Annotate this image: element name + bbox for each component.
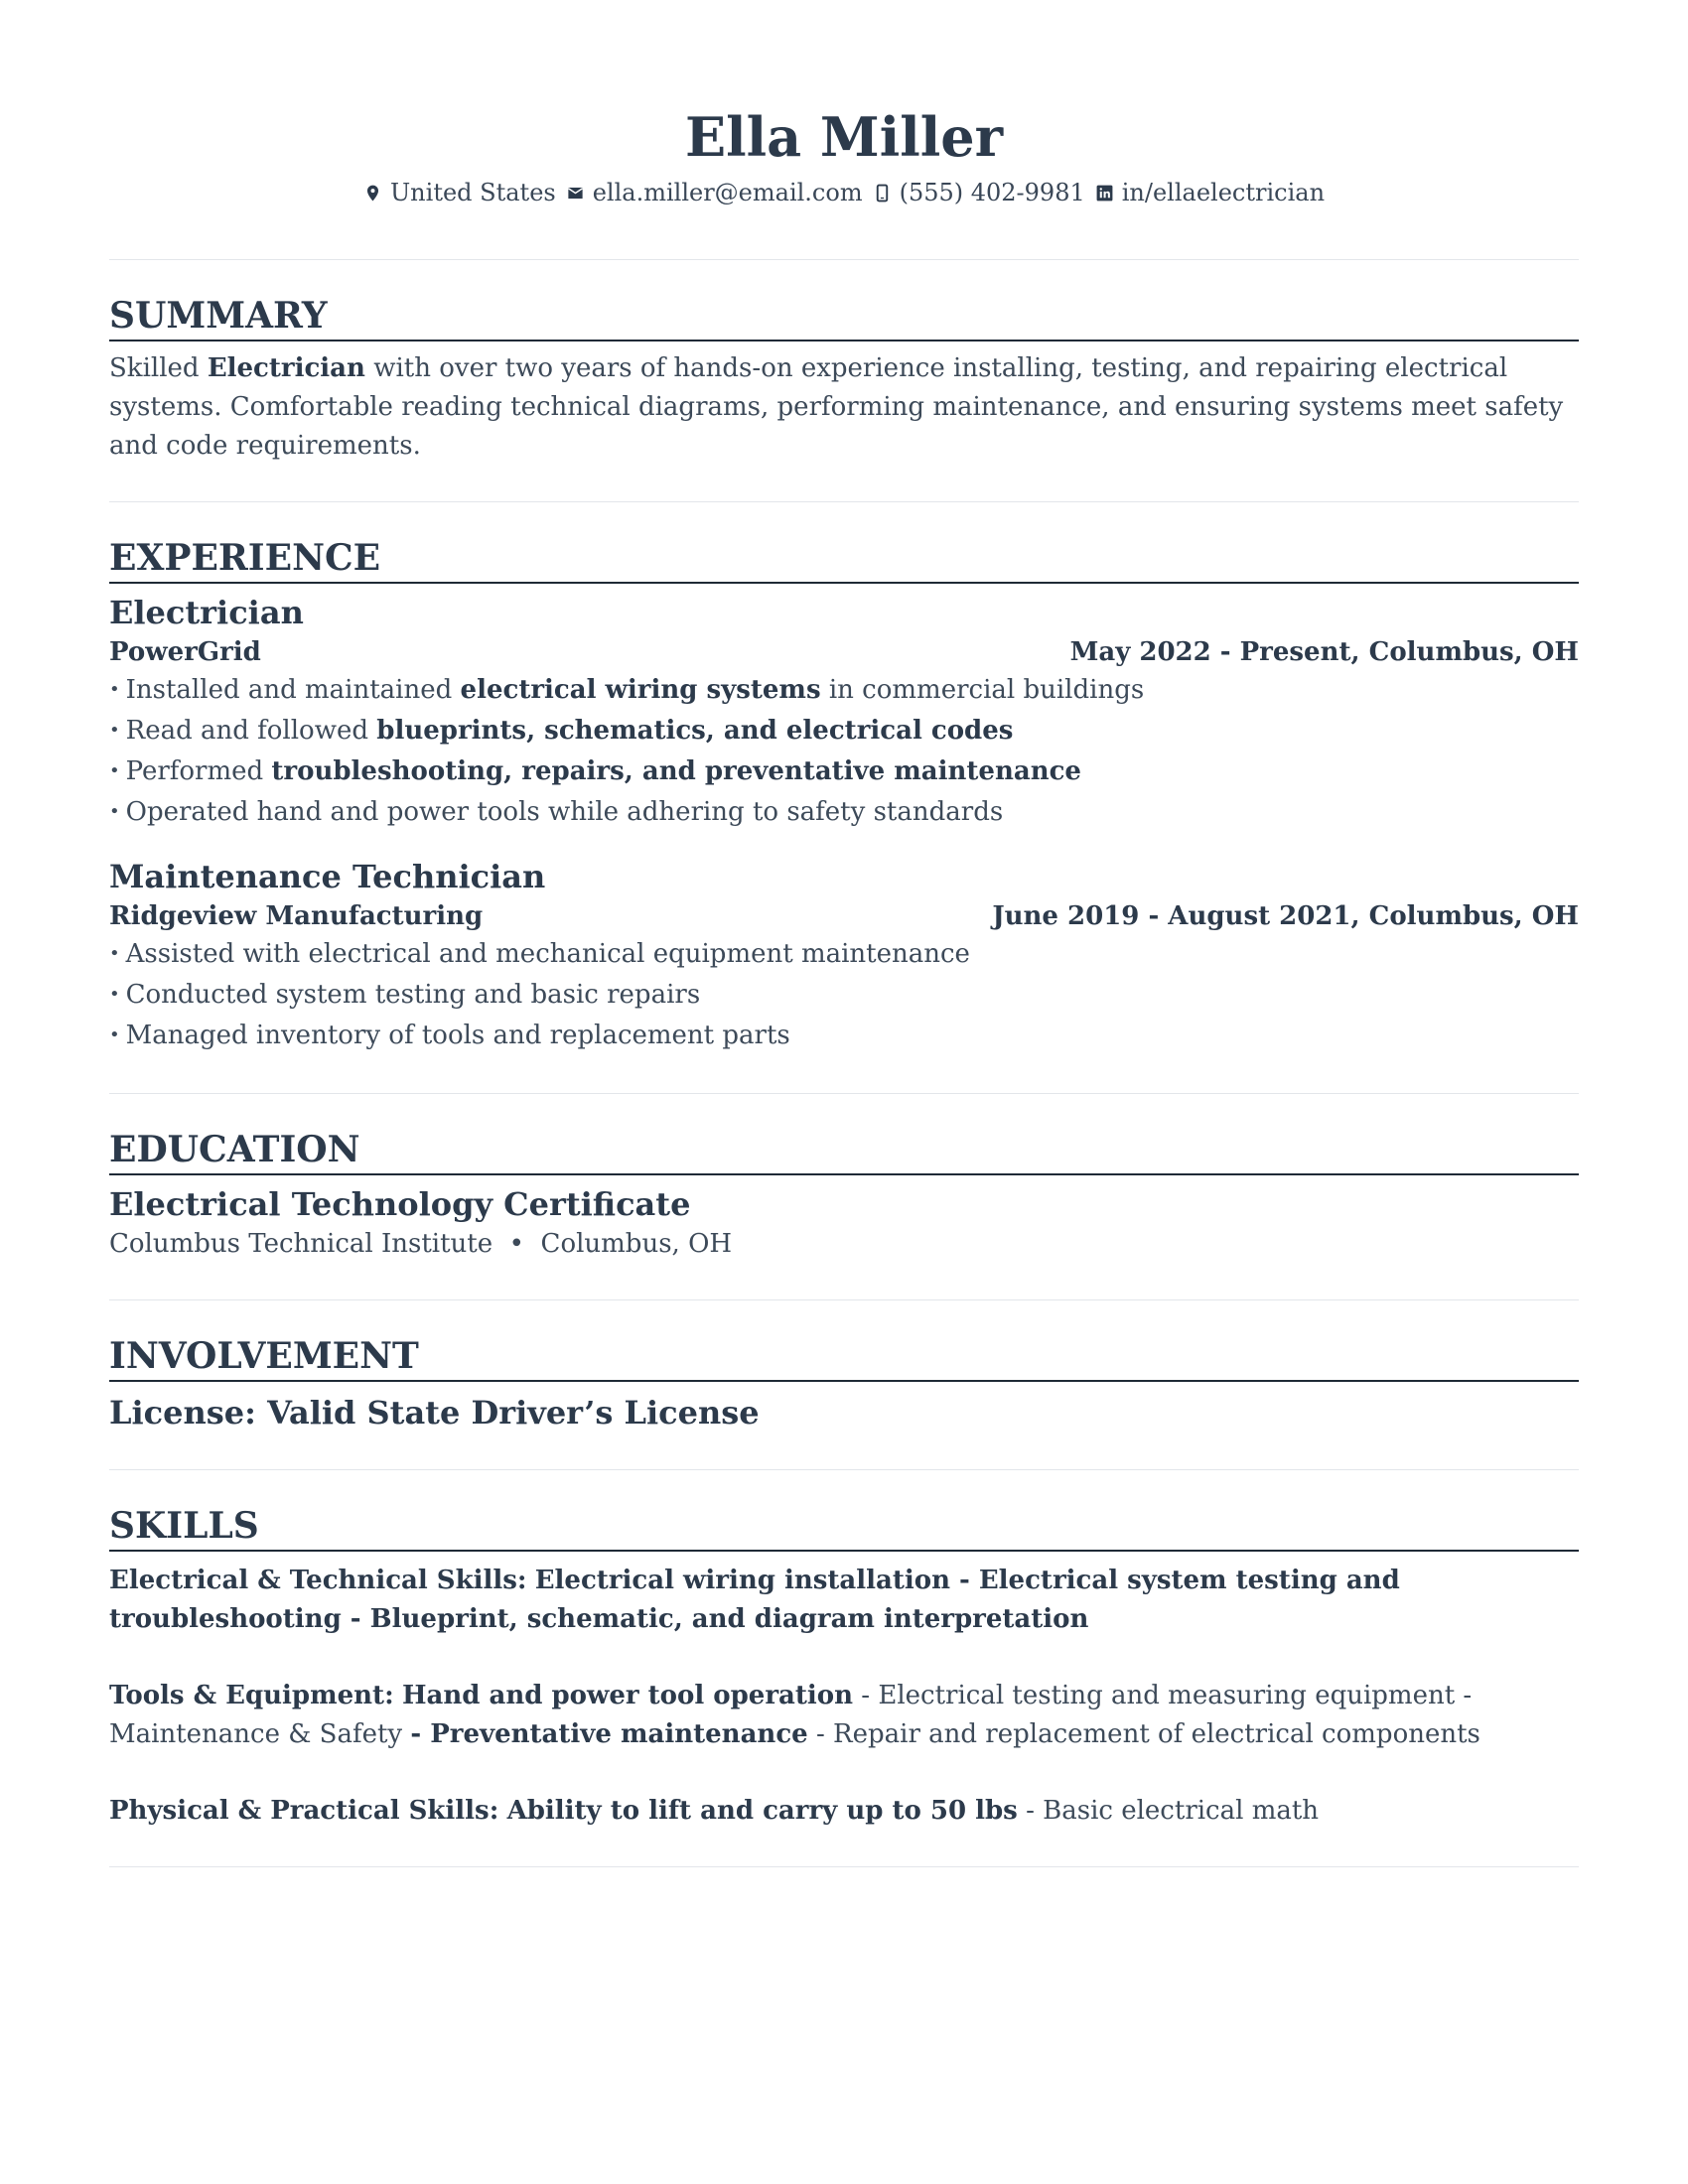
summary-text: Skilled Electrician with over two years of hands-on experience installing, testing, and repairing electrical systems. Comfortable reading technical diagrams, performing maintenance, and ensuring systems meet safety and code requirements. [109,353,1564,461]
school-line: Columbus Technical Institute • Columbus, OH [109,1229,733,1259]
job-meta [109,897,1579,935]
skill-group-electrical: Electrical & Technical Skills: Electrical wiring installation - Electrical system testing and troubleshooting - Blueprint, schematic, and diagram interpretation [109,1566,1400,1634]
education-heading: EDUCATION [109,1128,1579,1175]
job-dates-location: June 2019 - August 2021, Columbus, OH [992,901,1579,931]
email-text[interactable]: ella.miller@email.com [592,179,863,206]
list-item: • Performed troubleshooting, repairs, and preventative maintenance [109,752,1579,793]
contact-linkedin[interactable] [1095,176,1325,209]
contact-email[interactable] [566,176,863,209]
job-title: Electrician [109,594,304,631]
contact-bar [109,176,1579,209]
job-title: Maintenance Technician [109,858,546,895]
company-name: Ridgeview Manufacturing [109,901,484,931]
job-dates-location: May 2022 - Present, Columbus, OH [1069,637,1579,667]
list-item: • Managed inventory of tools and replacement parts [109,1017,1579,1057]
email-icon [566,184,585,203]
list-item: • Read and followed blueprints, schematics, and electrical codes [109,712,1579,752]
summary-heading: SUMMARY [109,294,1579,341]
job-entry [109,592,1579,834]
education-section [109,1094,1579,1299]
job-meta [109,633,1579,671]
candidate-name: Ella Miller [684,105,1004,169]
job-bullets [109,671,1579,834]
skills-section [109,1470,1579,1866]
list-item: • Conducted system testing and basic repairs [109,976,1579,1017]
list-item: • Operated hand and power tools while adhering to safety standards [109,793,1579,834]
skill-group-tools: Tools & Equipment: Hand and power tool operation - Electrical testing and measuring equipment - Maintenance & Safety - Preventative maintenance - Repair and replacement of electrical components [109,1681,1480,1749]
phone-icon [873,184,892,203]
involvement-section [109,1300,1579,1469]
degree-title: Electrical Technology Certificate [109,1185,691,1223]
location-text: United States [389,179,556,206]
contact-phone[interactable] [873,176,1085,209]
involvement-heading: INVOLVEMENT [109,1334,1579,1382]
section-divider [109,1866,1579,1867]
location-pin-icon [363,184,382,203]
linkedin-text[interactable]: in/ellaelectrician [1121,179,1326,206]
company-name: PowerGrid [109,637,261,667]
job-entry [109,856,1579,1057]
job-bullets [109,935,1579,1057]
skill-group-physical: Physical & Practical Skills: Ability to lift and carry up to 50 lbs - Basic electrical math [109,1796,1320,1826]
skills-heading: SKILLS [109,1504,1579,1552]
experience-heading: EXPERIENCE [109,536,1579,584]
list-item: • Assisted with electrical and mechanical equipment maintenance [109,935,1579,976]
phone-text[interactable]: (555) 402-9981 [899,179,1085,206]
linkedin-icon [1095,184,1114,203]
experience-section [109,502,1579,1093]
summary-section [109,260,1579,501]
contact-location [363,176,556,209]
involvement-item: License: Valid State Driver’s License [109,1394,760,1432]
list-item: • Installed and maintained electrical wiring systems in commercial buildings [109,671,1579,712]
